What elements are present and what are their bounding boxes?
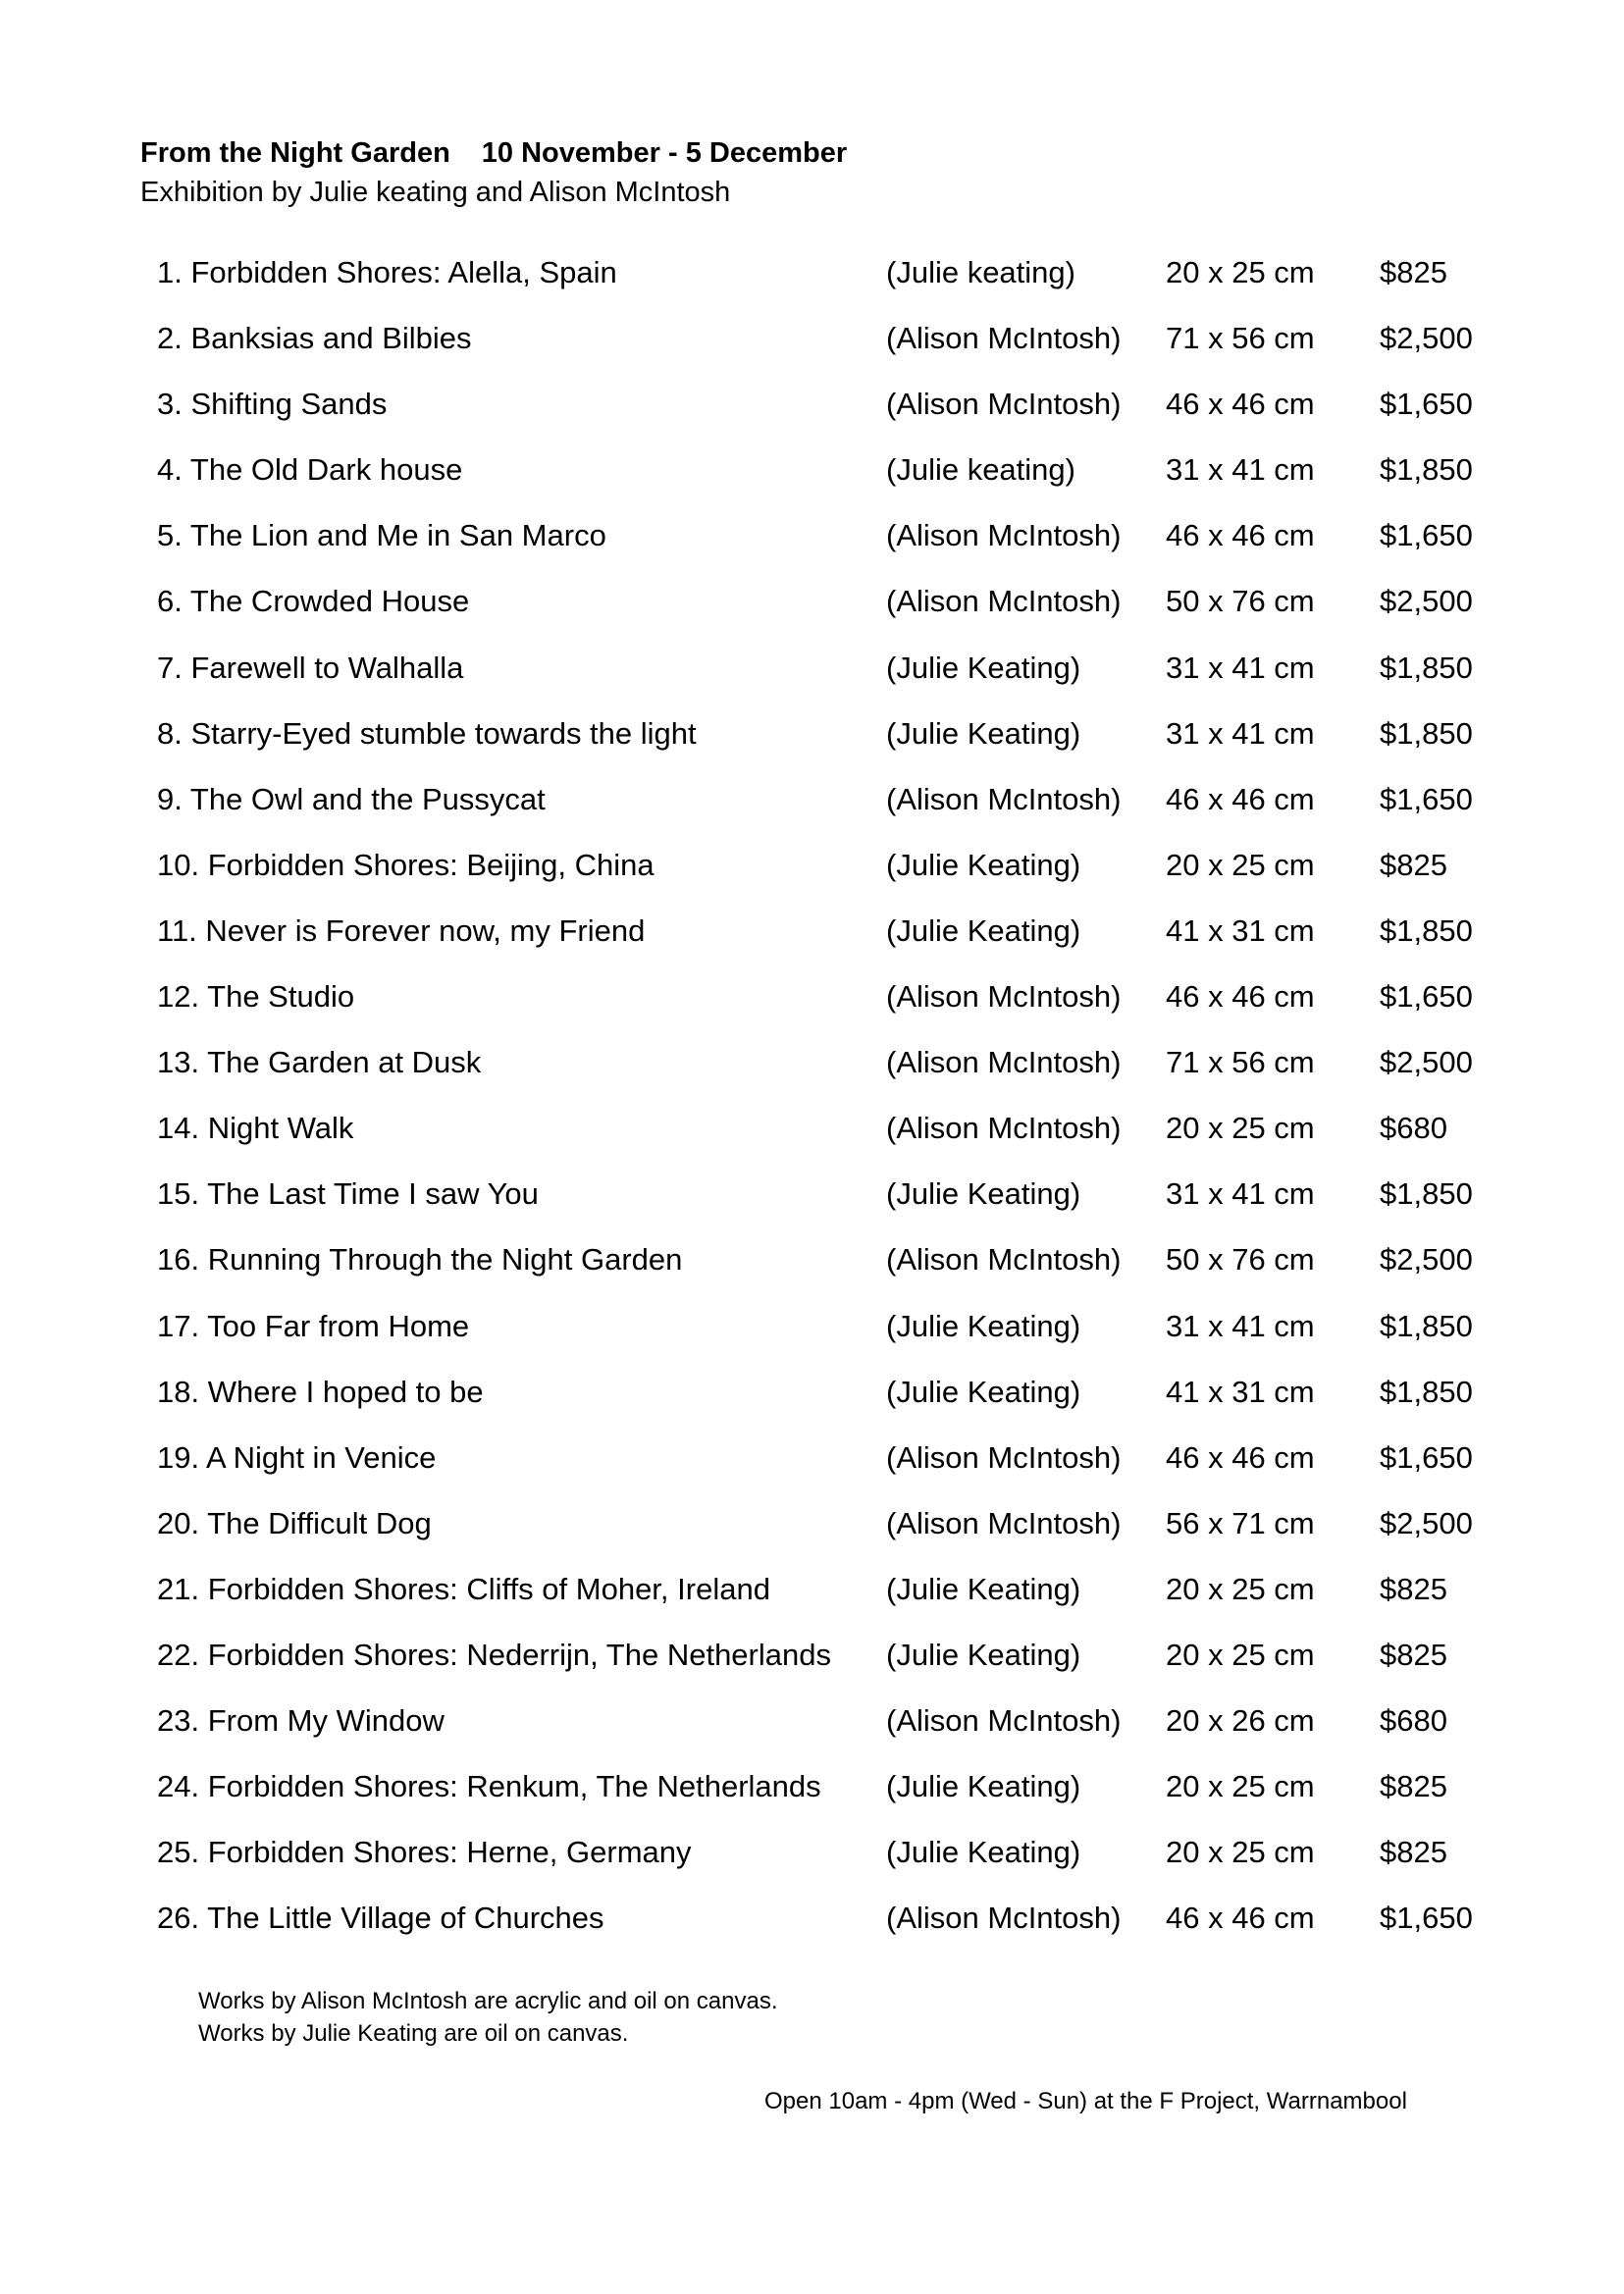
work-price: $680	[1380, 1111, 1447, 1146]
work-artist: (Julie Keating)	[886, 1308, 1081, 1343]
work-artist: (Julie Keating)	[886, 1571, 1081, 1606]
work-title: 25. Forbidden Shores: Herne, Germany	[157, 1835, 692, 1870]
work-price: $1,850	[1380, 650, 1473, 685]
work-row	[157, 1172, 1531, 1237]
work-size: 41 x 31 cm	[1166, 1374, 1315, 1409]
work-row	[157, 1501, 1531, 1567]
work-artist: (Julie Keating)	[886, 1374, 1081, 1409]
work-price: $1,850	[1380, 1176, 1473, 1212]
work-row	[157, 843, 1531, 909]
work-size: 20 x 25 cm	[1166, 1571, 1315, 1606]
work-row	[157, 513, 1531, 579]
work-size: 41 x 31 cm	[1166, 912, 1315, 948]
work-title: 1. Forbidden Shores: Alella, Spain	[157, 255, 617, 289]
work-size: 46 x 46 cm	[1166, 979, 1315, 1015]
work-title: 4. The Old Dark house	[157, 452, 463, 488]
work-artist: (Alison McIntosh)	[886, 1439, 1122, 1475]
work-price: $1,850	[1380, 1308, 1473, 1343]
work-size: 20 x 26 cm	[1166, 1703, 1315, 1739]
work-row	[157, 250, 1531, 316]
work-artist: (Alison McIntosh)	[886, 387, 1122, 422]
work-size: 50 x 76 cm	[1166, 1242, 1315, 1277]
work-title: 14. Night Walk	[157, 1111, 354, 1146]
work-price: $2,500	[1380, 584, 1473, 619]
work-title: 21. Forbidden Shores: Cliffs of Moher, Ireland	[157, 1571, 770, 1606]
work-row	[157, 711, 1531, 777]
work-size: 50 x 76 cm	[1166, 584, 1315, 619]
work-row	[157, 1435, 1531, 1501]
work-title: 23. From My Window	[157, 1703, 445, 1739]
work-title: 6. The Crowded House	[157, 584, 470, 619]
work-title: 15. The Last Time I saw You	[157, 1176, 539, 1212]
work-row	[157, 1370, 1531, 1435]
work-artist: (Alison McIntosh)	[886, 1045, 1122, 1080]
work-artist: (Alison McIntosh)	[886, 1111, 1122, 1146]
work-price: $1,650	[1380, 781, 1473, 816]
work-row	[157, 1830, 1531, 1896]
work-title: 10. Forbidden Shores: Beijing, China	[157, 847, 655, 882]
work-price: $1,650	[1380, 1439, 1473, 1475]
work-size: 20 x 25 cm	[1166, 1637, 1315, 1672]
work-title: 18. Where I hoped to be	[157, 1374, 484, 1409]
work-size: 46 x 46 cm	[1166, 781, 1315, 816]
work-artist: (Alison McIntosh)	[886, 1703, 1122, 1739]
work-size: 46 x 46 cm	[1166, 518, 1315, 553]
work-artist: (Alison McIntosh)	[886, 518, 1122, 553]
work-row	[157, 316, 1531, 382]
work-price: $825	[1380, 847, 1447, 882]
work-title: 7. Farewell to Walhalla	[157, 650, 464, 685]
work-price: $825	[1380, 255, 1447, 289]
work-price: $2,500	[1380, 1045, 1473, 1080]
work-row	[157, 777, 1531, 843]
medium-notes	[198, 1985, 777, 2050]
work-size: 31 x 41 cm	[1166, 1176, 1315, 1212]
exhibition-title-line	[140, 133, 847, 173]
work-price: $1,650	[1380, 387, 1473, 422]
medium-note: Works by Julie Keating are oil on canvas.	[198, 2020, 629, 2047]
work-price: $2,500	[1380, 321, 1473, 356]
work-title: 16. Running Through the Night Garden	[157, 1242, 683, 1277]
work-artist: (Alison McIntosh)	[886, 584, 1122, 619]
work-row	[157, 1633, 1531, 1698]
work-row	[157, 1764, 1531, 1830]
work-title: 2. Banksias and Bilbies	[157, 321, 472, 356]
work-artist: (Julie Keating)	[886, 650, 1081, 685]
exhibition-subtitle: Exhibition by Julie keating and Alison McIntosh	[140, 177, 731, 208]
work-title: 26. The Little Village of Churches	[157, 1901, 604, 1936]
work-size: 31 x 41 cm	[1166, 1308, 1315, 1343]
work-title: 3. Shifting Sands	[157, 387, 388, 422]
work-title: 24. Forbidden Shores: Renkum, The Netherlands	[157, 1769, 821, 1804]
work-title: 12. The Studio	[157, 979, 355, 1015]
work-price: $1,850	[1380, 1374, 1473, 1409]
work-artist: (Julie Keating)	[886, 847, 1081, 882]
exhibition-title: From the Night Garden	[140, 137, 450, 169]
work-artist: (Julie Keating)	[886, 1769, 1081, 1804]
work-price: $825	[1380, 1835, 1447, 1870]
work-price: $1,650	[1380, 979, 1473, 1015]
work-artist: (Julie Keating)	[886, 1835, 1081, 1870]
work-artist: (Alison McIntosh)	[886, 1901, 1122, 1936]
work-title: 19. A Night in Venice	[157, 1439, 437, 1475]
work-artist: (Alison McIntosh)	[886, 321, 1122, 356]
work-title: 8. Starry-Eyed stumble towards the light	[157, 715, 697, 751]
work-size: 20 x 25 cm	[1166, 847, 1315, 882]
work-row	[157, 646, 1531, 711]
work-price: $1,650	[1380, 1901, 1473, 1936]
work-size: 71 x 56 cm	[1166, 1045, 1315, 1080]
work-size: 46 x 46 cm	[1166, 387, 1315, 422]
work-title: 17. Too Far from Home	[157, 1308, 470, 1343]
work-price: $825	[1380, 1637, 1447, 1672]
work-size: 31 x 41 cm	[1166, 650, 1315, 685]
work-title: 11. Never is Forever now, my Friend	[157, 912, 646, 948]
work-size: 71 x 56 cm	[1166, 321, 1315, 356]
work-price: $825	[1380, 1769, 1447, 1804]
work-row	[157, 1106, 1531, 1172]
work-price: $1,650	[1380, 518, 1473, 553]
opening-hours: Open 10am - 4pm (Wed - Sun) at the F Project, Warrnambool	[764, 2088, 1407, 2114]
work-row	[157, 447, 1531, 513]
work-price: $825	[1380, 1571, 1447, 1606]
work-artist: (Julie keating)	[886, 255, 1075, 289]
work-row	[157, 382, 1531, 447]
work-row	[157, 974, 1531, 1040]
work-row	[157, 1040, 1531, 1106]
works-list	[157, 250, 1531, 1961]
work-artist: (Julie Keating)	[886, 1637, 1081, 1672]
work-title: 9. The Owl and the Pussycat	[157, 781, 546, 816]
work-artist: (Julie Keating)	[886, 715, 1081, 751]
work-size: 20 x 25 cm	[1166, 255, 1315, 289]
work-price: $1,850	[1380, 715, 1473, 751]
work-artist: (Julie keating)	[886, 452, 1075, 488]
work-title: 5. The Lion and Me in San Marco	[157, 518, 606, 553]
exhibition-dates: 10 November - 5 December	[481, 137, 848, 169]
work-size: 56 x 71 cm	[1166, 1505, 1315, 1540]
document-header	[140, 133, 847, 212]
work-size: 20 x 25 cm	[1166, 1835, 1315, 1870]
work-artist: (Julie Keating)	[886, 1176, 1081, 1212]
work-size: 46 x 46 cm	[1166, 1439, 1315, 1475]
work-price: $2,500	[1380, 1505, 1473, 1540]
work-row	[157, 1698, 1531, 1764]
work-price: $1,850	[1380, 912, 1473, 948]
work-artist: (Alison McIntosh)	[886, 781, 1122, 816]
work-row	[157, 1304, 1531, 1370]
work-row	[157, 1237, 1531, 1303]
work-row	[157, 909, 1531, 974]
work-row	[157, 1896, 1531, 1961]
work-title: 22. Forbidden Shores: Nederrijn, The Netherlands	[157, 1637, 831, 1672]
work-row	[157, 1567, 1531, 1633]
work-price: $680	[1380, 1703, 1447, 1739]
work-price: $2,500	[1380, 1242, 1473, 1277]
work-row	[157, 579, 1531, 645]
work-size: 46 x 46 cm	[1166, 1901, 1315, 1936]
work-artist: (Alison McIntosh)	[886, 1505, 1122, 1540]
work-title: 13. The Garden at Dusk	[157, 1045, 482, 1080]
work-size: 20 x 25 cm	[1166, 1111, 1315, 1146]
work-price: $1,850	[1380, 452, 1473, 488]
work-size: 31 x 41 cm	[1166, 452, 1315, 488]
work-artist: (Alison McIntosh)	[886, 979, 1122, 1015]
work-artist: (Alison McIntosh)	[886, 1242, 1122, 1277]
work-size: 31 x 41 cm	[1166, 715, 1315, 751]
medium-note: Works by Alison McIntosh are acrylic and oil on canvas.	[198, 1988, 778, 2014]
work-title: 20. The Difficult Dog	[157, 1505, 432, 1540]
work-size: 20 x 25 cm	[1166, 1769, 1315, 1804]
work-artist: (Julie Keating)	[886, 912, 1081, 948]
